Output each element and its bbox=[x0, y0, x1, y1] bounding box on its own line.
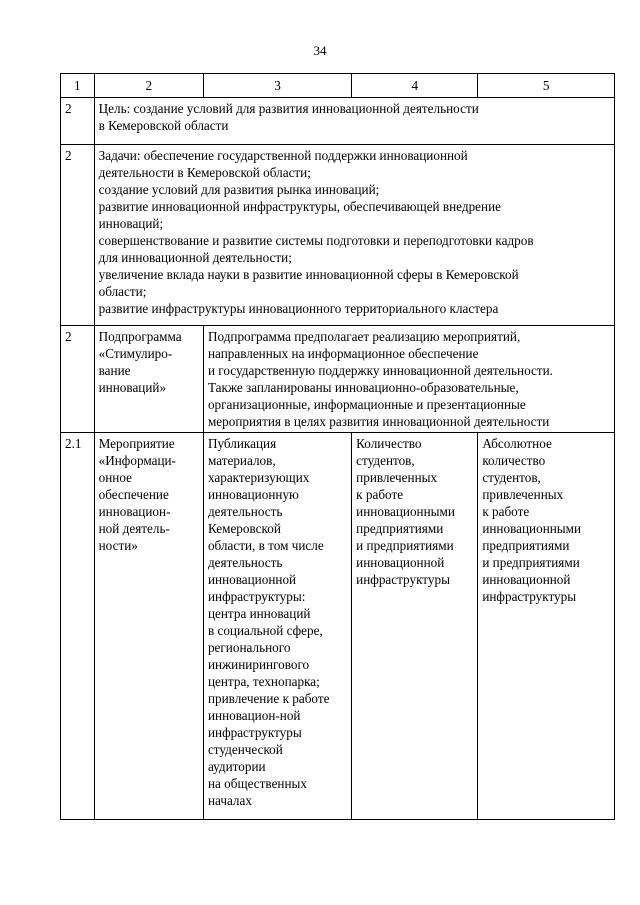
text-line: на общественных bbox=[207, 776, 307, 791]
activity-row bbox=[61, 433, 615, 820]
activity-name bbox=[94, 433, 203, 820]
text-line: аудитории bbox=[207, 759, 266, 774]
header-cell-4: 4 bbox=[352, 74, 478, 98]
text-line: создание условий для развития рынка инноваций; bbox=[98, 182, 380, 197]
text-line: Публикация bbox=[207, 436, 277, 451]
tasks-number: 2 bbox=[61, 145, 95, 326]
text-line: развитие инфраструктуры инновационного территориального кластера bbox=[98, 301, 499, 316]
text-line: инфраструктуры bbox=[356, 572, 450, 587]
text-line: «Информаци- bbox=[98, 453, 176, 468]
text-line: Кемеровской bbox=[207, 521, 281, 536]
text-line: и предприятиями bbox=[482, 555, 580, 570]
activity-formula bbox=[478, 433, 615, 820]
text-line: развитие инновационной инфраструктуры, обеспечивающей внедрение bbox=[98, 199, 501, 214]
header-cell-2: 2 bbox=[94, 74, 203, 98]
tasks-row bbox=[61, 145, 615, 326]
text-line: студентов, bbox=[482, 470, 541, 485]
text-line: предприятиями bbox=[482, 538, 570, 553]
text-line: совершенствование и развитие системы подготовки и переподготовки кадров bbox=[98, 233, 534, 248]
text-line: инновацион-ной bbox=[207, 708, 301, 723]
text-line: привлеченных bbox=[482, 487, 564, 502]
text-line: инфраструктуры: bbox=[207, 589, 306, 604]
text-line: студентов, bbox=[356, 453, 415, 468]
text-line: ности» bbox=[98, 538, 138, 553]
page-number: 34 bbox=[313, 43, 327, 58]
goal-number: 2 bbox=[61, 98, 95, 145]
text-line: инновацион- bbox=[98, 504, 171, 519]
activity-number: 2.1 bbox=[61, 433, 95, 820]
text-line: вание bbox=[98, 363, 131, 378]
text-line: деятельность bbox=[207, 555, 283, 570]
text-line: инновационную bbox=[207, 487, 299, 502]
text-line: области, в том числе bbox=[207, 538, 324, 553]
subprogram-name bbox=[94, 326, 203, 433]
text-line: области; bbox=[98, 284, 147, 299]
text-line: инноваций» bbox=[98, 380, 167, 395]
text-line: началах bbox=[207, 793, 252, 808]
text-line: мероприятия в целях развития инновационной деятельности bbox=[207, 414, 550, 429]
text-line: предприятиями bbox=[356, 521, 444, 536]
text-line: онное bbox=[98, 470, 132, 485]
text-line: Также запланированы инновационно-образовательные, bbox=[207, 380, 519, 395]
text-line: инновационной bbox=[207, 572, 297, 587]
text-line: для инновационной деятельности; bbox=[98, 250, 292, 265]
program-table bbox=[60, 73, 615, 820]
goal-row bbox=[61, 98, 615, 145]
tasks-text bbox=[94, 145, 614, 326]
header-cell-3: 3 bbox=[203, 74, 351, 98]
text-line: центра инноваций bbox=[207, 606, 311, 621]
text-line: инфраструктуры bbox=[207, 725, 302, 740]
text-line: привлечение к работе bbox=[207, 691, 330, 706]
text-line: Подпрограмма предполагает реализацию мероприятий, bbox=[207, 329, 521, 344]
text-line: к работе bbox=[356, 487, 404, 502]
text-line: регионального bbox=[207, 640, 291, 655]
text-line: к работе bbox=[482, 504, 530, 519]
text-line: количество bbox=[482, 453, 546, 468]
text-line: увеличение вклада науки в развитие инновационной сферы в Кемеровской bbox=[98, 267, 519, 282]
text-line: направленных на информационное обеспечение bbox=[207, 346, 479, 361]
text-line: деятельность bbox=[207, 504, 283, 519]
subprogram-row bbox=[61, 326, 615, 433]
header-cell-5: 5 bbox=[478, 74, 615, 98]
header-cell-1: 1 bbox=[61, 74, 95, 98]
subprogram-description bbox=[203, 326, 614, 433]
text-line: Абсолютное bbox=[482, 436, 552, 451]
text-line: Подпрограмма bbox=[98, 329, 182, 344]
text-line: Задачи: обеспечение государственной поддержки инновационной bbox=[98, 148, 468, 163]
goal-text bbox=[94, 98, 614, 145]
text-line: деятельности в Кемеровской области; bbox=[98, 165, 311, 180]
activity-indicator bbox=[352, 433, 478, 820]
header-row bbox=[61, 74, 615, 98]
text-line: Количество bbox=[356, 436, 422, 451]
text-line: материалов, bbox=[207, 453, 276, 468]
text-line: инфраструктуры bbox=[482, 589, 577, 604]
text-line: центра, технопарка; bbox=[207, 674, 320, 689]
text-line: в социальной сфере, bbox=[207, 623, 323, 638]
text-line: инжинирингового bbox=[207, 657, 310, 672]
text-line: характеризующих bbox=[207, 470, 310, 485]
text-line: инновационной bbox=[356, 555, 445, 570]
text-line: студенческой bbox=[207, 742, 283, 757]
text-line: и предприятиями bbox=[356, 538, 454, 553]
text-line: организационные, информационные и презентационные bbox=[207, 397, 526, 412]
text-line: инновационными bbox=[356, 504, 455, 519]
subprogram-number: 2 bbox=[61, 326, 95, 433]
text-line: Цель: создание условий для развития инновационной деятельности bbox=[98, 101, 479, 116]
text-line: обеспечение bbox=[98, 487, 169, 502]
activity-description bbox=[203, 433, 351, 820]
text-line: Мероприятие bbox=[98, 436, 175, 451]
text-line: инновационными bbox=[482, 521, 582, 536]
text-line: инновационной bbox=[482, 572, 571, 587]
text-line: в Кемеровской области bbox=[98, 118, 229, 133]
text-line: привлеченных bbox=[356, 470, 438, 485]
text-line: ной деятель- bbox=[98, 521, 170, 536]
text-line: и государственную поддержку инновационной деятельности. bbox=[207, 363, 553, 378]
text-line: «Стимулиро- bbox=[98, 346, 173, 361]
text-line: инноваций; bbox=[98, 216, 164, 231]
